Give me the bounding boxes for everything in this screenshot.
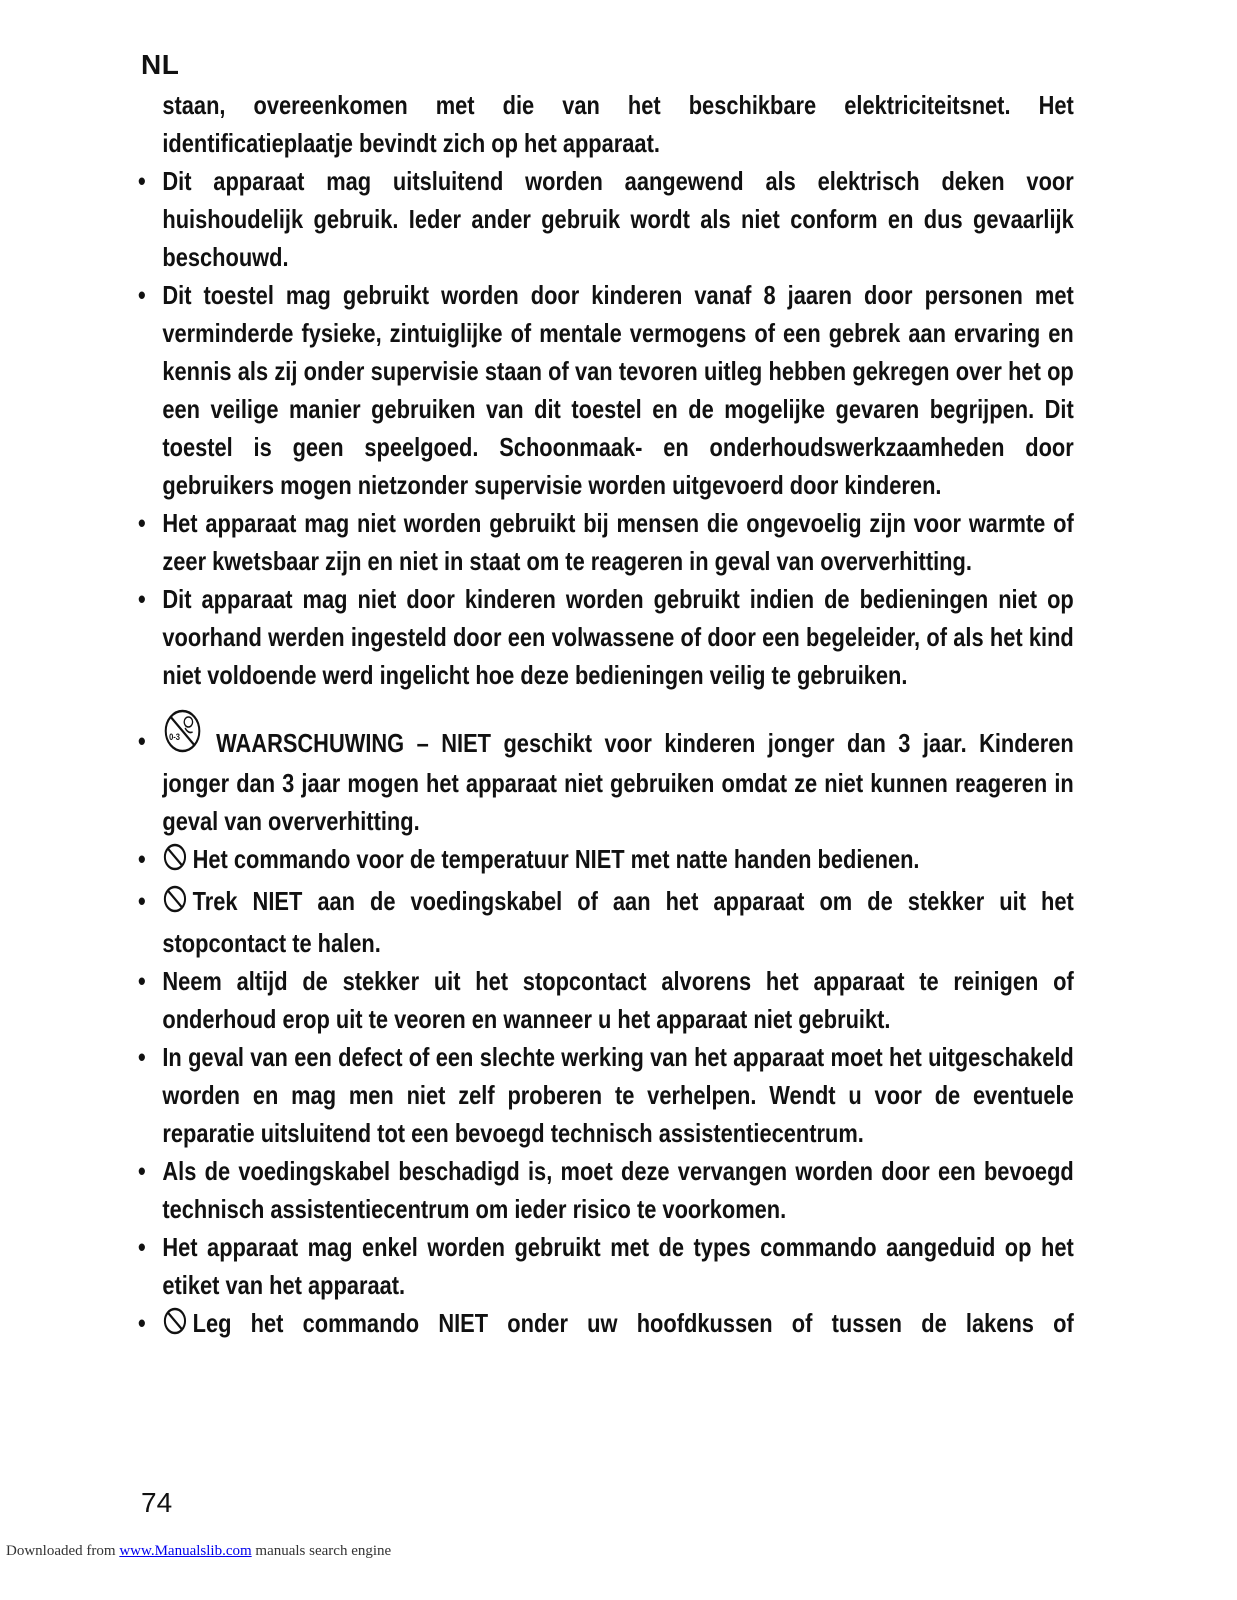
- bullet: •: [138, 1232, 146, 1262]
- prohibited-icon: [162, 1306, 187, 1346]
- list-item: • Neem altijd de stekker uit het stopcontact alvorens het apparaat te reinigen of onderhoud erop uit te veoren en wanneer u het apparaat niet gebruikt.: [138, 962, 1074, 1038]
- child-warning-icon: [162, 708, 207, 764]
- download-footer: Downloaded from www.Manualslib.com manuals search engine: [6, 1543, 392, 1559]
- list-item-prohibited: • Trek NIET aan de voedingskabel of aan het apparaat om de stekker uit het stopcontact te halen.: [138, 882, 1074, 962]
- bullet: •: [138, 726, 146, 756]
- bullet: •: [138, 844, 146, 874]
- page-number: 74: [141, 1487, 173, 1518]
- list-item: • In geval van een defect of een slechte werking van het apparaat moet het uitgeschakeld worden en mag men niet zelf proberen te verhelpen. Wendt u voor de eventuele reparatie uitsluitend tot een bevoegd technisch assistentiecentrum.: [138, 1038, 1074, 1152]
- prohibited-icon: [162, 842, 187, 882]
- bullet: •: [138, 584, 146, 614]
- list-item: • Dit apparaat mag uitsluitend worden aangewend als elektrisch deken voor huishoudelijk gebruik. Ieder ander gebruik wordt als niet conform en dus gevaarlijk beschouwd.: [138, 162, 1074, 276]
- document-body: [138, 86, 1074, 1346]
- prohibited-icon: [162, 884, 187, 924]
- svg-text:0-3: 0-3: [169, 731, 180, 743]
- list-item: • Het apparaat mag niet worden gebruikt bij mensen die ongevoelig zijn voor warmte of zeer kwetsbaar zijn en niet in staat om te reageren in geval van oververhitting.: [138, 504, 1074, 580]
- list-item: • Dit toestel mag gebruikt worden door kinderen vanaf 8 jaaren door personen met verminderde fysieke, zintuiglijke of mentale vermogens of een gebrek aan ervaring en kennis als zij onder supervisie staan of van tevoren uitleg hebben gekregen over het op een veilige manier gebruiken van dit toestel en de mogelijke gevaren begrijpen. Dit toestel is geen speelgoed. Schoonmaak- en onderhoudswerkzaamheden door gebruikers mogen nietzonder supervisie worden uitgevoerd door kinderen.: [138, 276, 1074, 504]
- bullet: •: [138, 166, 146, 196]
- bullet: •: [138, 280, 146, 310]
- list-item: • Als de voedingskabel beschadigd is, moet deze vervangen worden door een bevoegd technisch assistentiecentrum om ieder risico te voorkomen.: [138, 1152, 1074, 1228]
- manualslib-link[interactable]: www.Manualslib.com: [119, 1543, 252, 1559]
- list-item: • Het apparaat mag enkel worden gebruikt met de types commando aangeduid op het etiket van het apparaat.: [138, 1228, 1074, 1304]
- bullet: •: [138, 1042, 146, 1072]
- intro-paragraph: staan, overeenkomen met die van het beschikbare elektriciteitsnet. Het identificatieplaatje bevindt zich op het apparaat.: [162, 90, 1074, 158]
- list-item-prohibited: • Het commando voor de temperatuur NIET met natte handen bedienen.: [138, 840, 1074, 882]
- bullet: •: [138, 1308, 146, 1338]
- list-item: • Dit apparaat mag niet door kinderen worden gebruikt indien de bedieningen niet op voorhand werden ingesteld door een volwassene of door een begeleider, of als het kind niet voldoende werd ingelicht hoe deze bedieningen veilig te gebruiken.: [138, 580, 1074, 694]
- language-code: NL: [141, 49, 180, 80]
- bullet: •: [138, 886, 146, 916]
- bullet: •: [138, 966, 146, 996]
- bullet: •: [138, 1156, 146, 1186]
- list-item-warning: • 0-3 WAARSCHUWING – NIET geschikt voor kinderen jonger dan 3 jaar. Kinderen jonger dan 3 jaar mogen het apparaat niet gebruiken omdat ze niet kunnen reageren in geval van oververhitting.: [138, 708, 1074, 840]
- bullet: •: [138, 508, 146, 538]
- list-item-prohibited: • Leg het commando NIET onder uw hoofdkussen of tussen de lakens of: [138, 1304, 1074, 1346]
